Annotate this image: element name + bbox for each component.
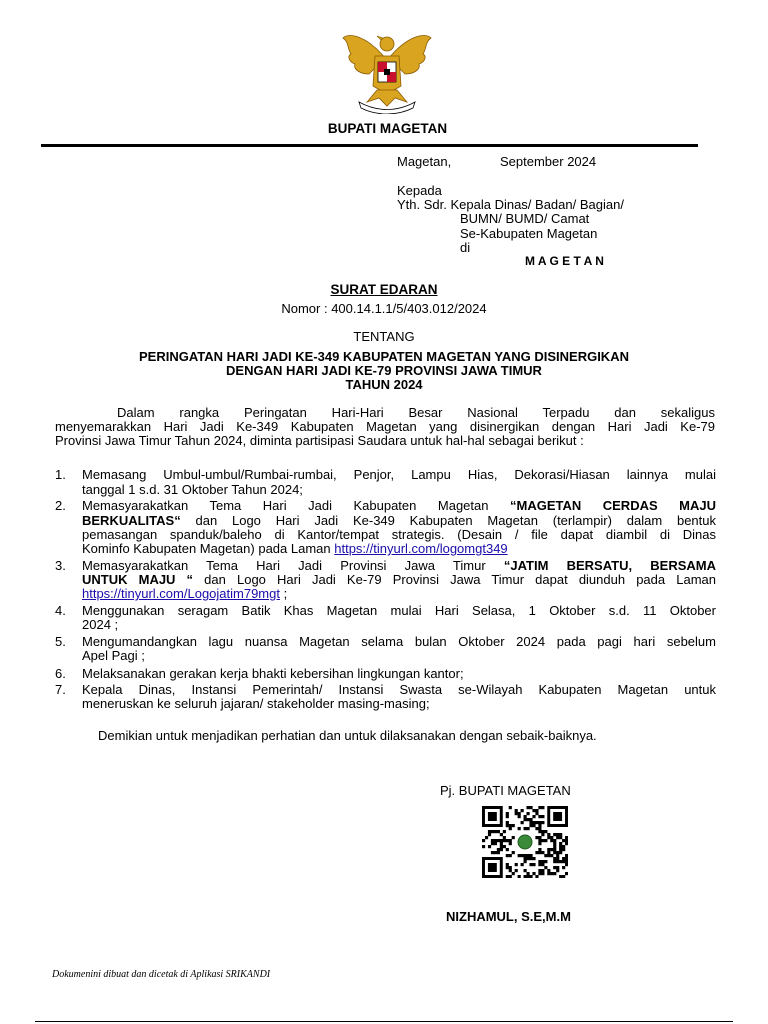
logo-link-magetan[interactable]: https://tinyurl.com/logomgt349: [334, 541, 508, 556]
item-number: 7.: [55, 682, 66, 697]
circular-heading: SURAT EDARAN: [330, 282, 438, 297]
item-text: Kominfo Kabupaten Magetan) pada Laman: [82, 541, 335, 556]
item-text: dan Logo Hari Jadi Ke-349 Kabupaten Magetan (terlampir) dalam bentuk: [180, 513, 716, 528]
recipient-line1: Yth. Sdr. Kepala Dinas/ Badan/ Bagian/: [397, 197, 624, 212]
header-divider: [41, 144, 698, 147]
item-number: 2.: [55, 498, 66, 513]
logo-link-jatim[interactable]: https://tinyurl.com/Logojatim79mgt: [82, 586, 280, 601]
item-text: Memasyarakatkan Tema Hari Jadi Provinsi Jawa Timur: [82, 558, 504, 573]
item-theme: “MAGETAN CERDAS MAJU: [509, 498, 716, 513]
subject-line1: PERINGATAN HARI JADI KE-349 KABUPATEN MAGETAN YANG DISINERGIKAN: [139, 349, 629, 364]
subject-line3: TAHUN 2024: [345, 377, 423, 392]
item-text: pemasangan spanduk/baleho di Kantor/tempat strategis. (Desain / file dapat diambil di Dinas: [82, 527, 716, 542]
item-theme: UNTUK MAJU “: [82, 572, 194, 587]
kepada-label: Kepada: [397, 183, 442, 198]
recipient-line2: BUMN/ BUMD/ Camat: [460, 211, 590, 226]
signature-title: Pj. BUPATI MAGETAN: [440, 783, 571, 798]
item-number: 6.: [55, 666, 66, 681]
item-text: Kepala Dinas, Instansi Pemerintah/ Instansi Swasta se-Wilayah Kabupaten Magetan untuk: [82, 682, 716, 697]
closing-text: Demikian untuk menjadikan perhatian dan untuk dilaksanakan dengan sebaik-baiknya.: [98, 728, 597, 743]
item-theme: BERKUALITAS“: [82, 513, 181, 528]
item-text: Memasyarakatkan Tema Hari Jadi Kabupaten Magetan: [82, 498, 510, 513]
item-number: 4.: [55, 603, 66, 618]
item-text: Memasang Umbul-umbul/Rumbai-rumbai, Penjor, Lampu Hias, Dekorasi/Hiasan lainnya mulai: [82, 467, 716, 482]
intro-line1: Dalam rangka Peringatan Hari-Hari Besar Nasional Terpadu dan sekaligus: [117, 405, 715, 420]
garuda-emblem-icon: [337, 28, 437, 114]
item-text: meneruskan ke seluruh jajaran/ stakeholder masing-masing;: [82, 696, 430, 711]
footer-note: Dokumenini dibuat dan dicetak di Aplikasi SRIKANDI: [52, 969, 271, 980]
letter-date: September 2024: [500, 154, 597, 169]
item-text: ;: [279, 586, 288, 601]
item-number: 3.: [55, 558, 66, 573]
item-text: tanggal 1 s.d. 31 Oktober Tahun 2024;: [82, 482, 303, 497]
item-text: Mengumandangkan lagu nuansa Magetan selama bulan Oktober 2024 pada pagi hari sebelum: [82, 634, 716, 649]
header-title: BUPATI MAGETAN: [327, 121, 448, 136]
item-number: 5.: [55, 634, 66, 649]
item-text: dan Logo Hari Jadi Ke-79 Provinsi Jawa Timur dapat diunduh pada Laman: [193, 572, 716, 587]
footer-divider: [35, 1021, 733, 1022]
intro-line3: Provinsi Jawa Timur Tahun 2024, diminta partisipasi Saudara untuk hal-hal sebagai berikut :: [55, 433, 584, 448]
recipient-city: M A G E T A N: [525, 254, 604, 268]
letter-place: Magetan,: [397, 154, 452, 169]
qr-code-signature-icon: [482, 806, 568, 878]
signatory-name: NIZHAMUL, S.E,M.M: [446, 909, 571, 924]
circular-number: Nomor : 400.14.1.1/5/403.012/2024: [281, 301, 487, 316]
item-text: Apel Pagi ;: [82, 648, 145, 663]
recipient-di: di: [460, 240, 471, 255]
subject-line2: DENGAN HARI JADI KE-79 PROVINSI JAWA TIMUR: [226, 363, 542, 378]
item-theme: “JATIM BERSATU, BERSAMA: [503, 558, 716, 573]
item-text: 2024 ;: [82, 617, 119, 632]
item-text: Melaksanakan gerakan kerja bhakti kebersihan lingkungan kantor;: [82, 666, 464, 681]
intro-line2: menyemarakkan Hari Jadi Ke-349 Kabupaten Magetan yang disinergikan dengan Hari Jadi Ke-79: [55, 419, 715, 434]
item-number: 1.: [55, 467, 66, 482]
circular-about: TENTANG: [353, 329, 415, 344]
item-text: Menggunakan seragam Batik Khas Magetan mulai Hari Selasa, 1 Oktober s.d. 11 Oktober: [82, 603, 716, 618]
recipient-line3: Se-Kabupaten Magetan: [460, 226, 598, 241]
